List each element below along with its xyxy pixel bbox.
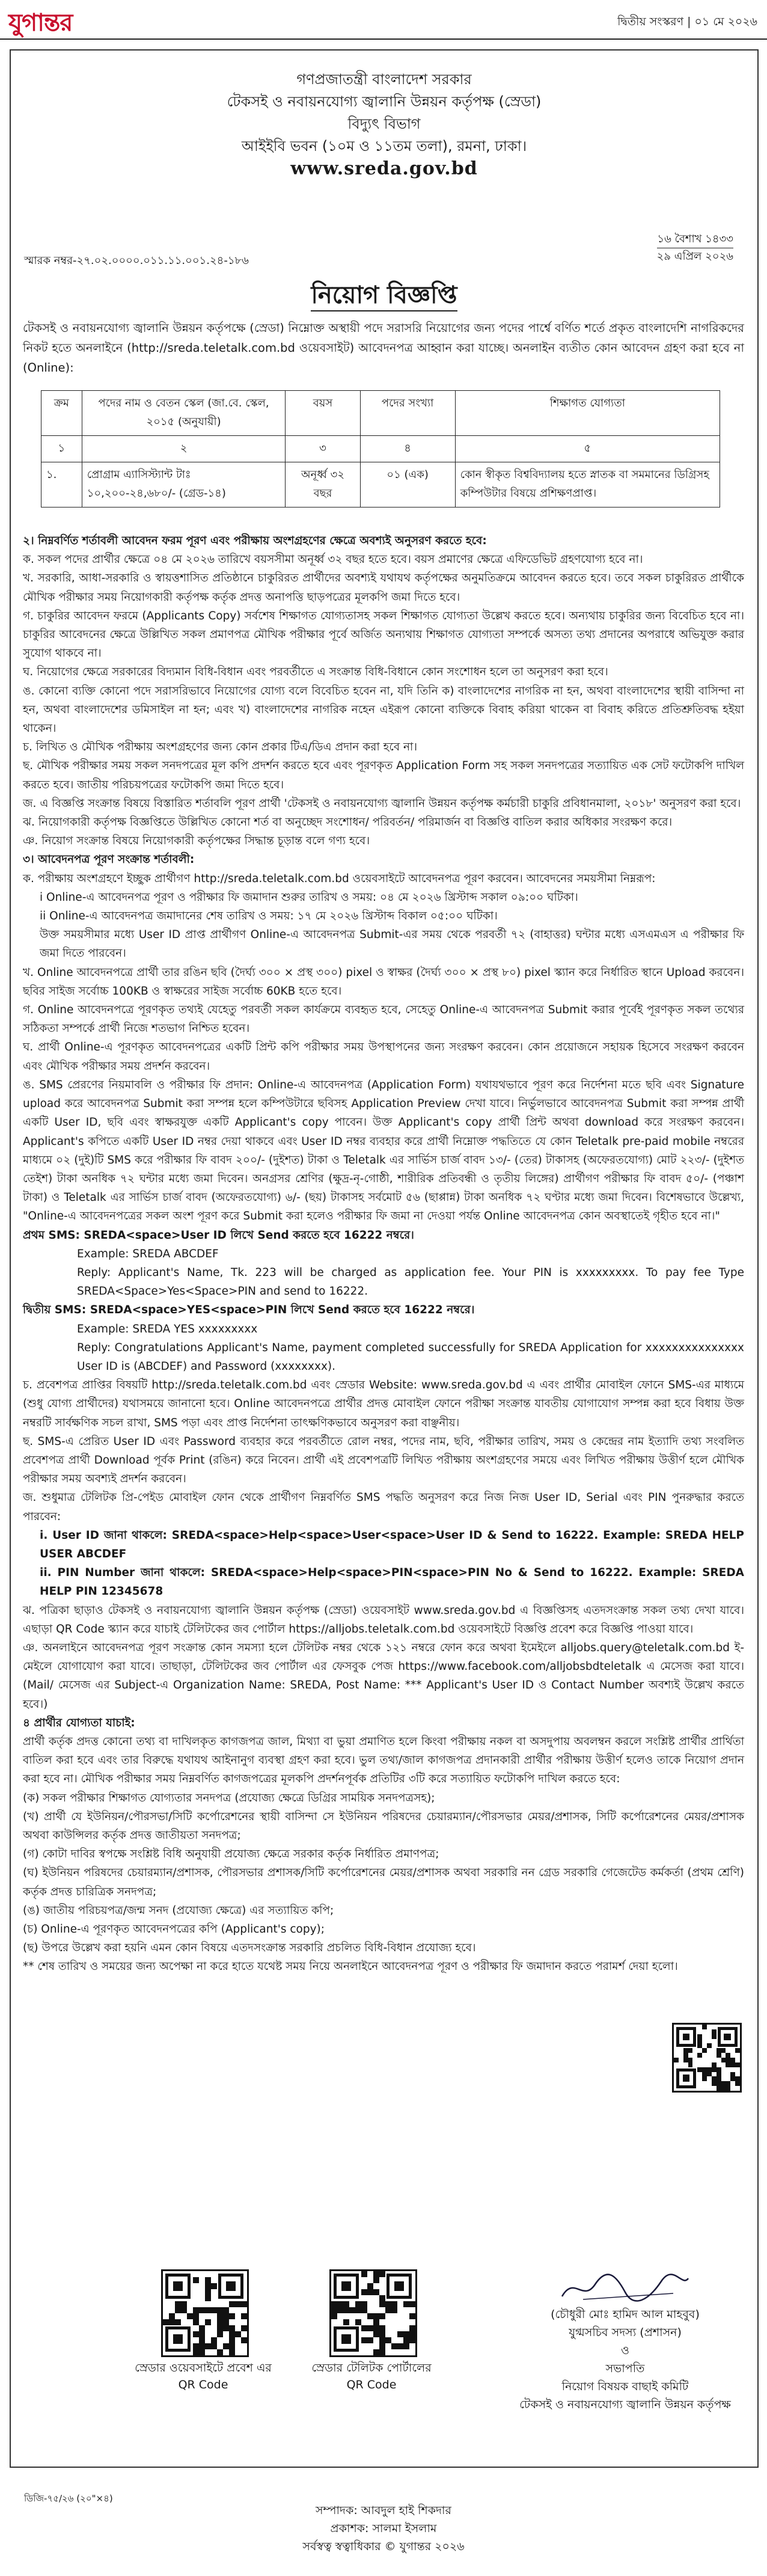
- qr-module: [726, 2081, 730, 2086]
- notice-intro: টেকসই ও নবায়নযোগ্য জ্বালানি উন্নয়ন কর্তৃপক্ষে (স্রেডা) নিম্নোক্ত অস্থায়ী পদে সরাসরি নিয়োগের জন্য পদের পার্শ্বে বর্ণিত শর্তে প্রকৃত বাংলাদেশি নাগরিকদের নিকট হতে অনলাইনে (http://sreda.teletalk.com.bd ওয়েবসাইট) আবেদনপত্র আহ্বান করা যাচ্ছে। অনলাইন ব্যতীত কোন আবেদন গ্রহণ করা হবে না (Online):: [23, 321, 744, 375]
- qr-module: [199, 2337, 205, 2343]
- qr-module: [211, 2337, 217, 2343]
- qr-module: [241, 2313, 247, 2319]
- body-paragraph: ছ. SMS-এ প্রেরিত User ID এবং Password ব্যবহার করে পরবর্তীতে রোল নম্বর, পদের নাম, ছবি, পরীক্ষার তারিখ, সময় ও কেন্দ্রের নাম ইত্যাদি তথ্য সংবলিত প্রবেশপত্র প্রার্থী Download পূর্বক Print (রঙিন) করে নিবেন। প্রার্থী এই প্রবেশপত্রটি লিখিত পরীক্ষায় অংশগ্রহণের সময়ে এবং লিখিত পরীক্ষায় উত্তীর্ণ হলে মৌখিক পরীক্ষার সময় অবশ্যই প্রদর্শন করবেন।: [23, 1435, 744, 1486]
- table-header: শিক্ষাগত যোগ্যতা: [455, 391, 720, 436]
- qr-finder-pattern: [334, 2274, 359, 2299]
- qr-module: [367, 2289, 373, 2295]
- qr-module: [361, 2271, 367, 2277]
- qr-module: [349, 2307, 355, 2313]
- qr-module: [688, 2058, 693, 2062]
- table-header: বয়স: [286, 391, 360, 436]
- qr-module: [726, 2086, 730, 2091]
- body-paragraph: (চ) Online-এ পূরণকৃত আবেদনপত্রের কপি (Applicant's copy);: [23, 1923, 325, 1936]
- qr-label-text: স্রেডার টেলিটক পোর্টালের: [311, 2361, 432, 2375]
- qr-module: [379, 2313, 385, 2319]
- qr-module: [361, 2289, 367, 2295]
- body-paragraph: ঝ. নিয়োগকারী কর্তৃপক্ষ বিজ্ঞপ্তিতে উল্লিখিত কোনো শর্ত বা অনুচ্ছেদ সংশোধন/ পরিবর্তন/ পরিমার্জন বা বিজ্ঞপ্তি বাতিল করার অধিকার সংরক্ষণ করে।: [23, 816, 673, 829]
- signature-image: [517, 2269, 733, 2305]
- qr-module: [721, 2086, 726, 2091]
- qr-module: [385, 2337, 391, 2343]
- qr-module: [355, 2319, 361, 2325]
- qr-module: [697, 2053, 702, 2058]
- qr-finder-pattern: [165, 2274, 191, 2299]
- table-cell: ২: [82, 436, 286, 462]
- qr-module: [726, 2062, 730, 2067]
- qr-finder-pattern: [218, 2274, 243, 2299]
- qr-module: [373, 2349, 379, 2355]
- qr-module: [199, 2331, 205, 2337]
- qr-module: [712, 2081, 717, 2086]
- qr-module: [235, 2301, 241, 2307]
- body-paragraph: ক. পরীক্ষায় অংশগ্রহণে ইচ্ছুক প্রার্থীগণ http://sreda.teletalk.com.bd ওয়েবসাইটে আবেদনপত্র পূরণ করবেন। আবেদনের সময়সীমা নিম্নরূপ:: [23, 872, 656, 885]
- qr-module: [379, 2325, 385, 2331]
- committee-role: সভাপতি: [605, 2362, 645, 2375]
- qr-module: [409, 2301, 415, 2307]
- qr-module: [730, 2058, 735, 2062]
- qr-module: [697, 2034, 702, 2039]
- dfp-code: ডিজি-৭৫/২৬ (২০"×৪): [24, 2493, 113, 2504]
- qr-module: [343, 2307, 349, 2313]
- body-paragraph: Reply: Congratulations Applicant's Name, payment completed successfully for SREDA Application for xxxxxxxxxxxxxxx User ID is (ABCDEF) and Password (xxxxxxxx).: [77, 1341, 744, 1373]
- qr-module: [721, 2048, 726, 2053]
- qr-module: [199, 2325, 205, 2331]
- issue-date: [657, 231, 733, 265]
- body-paragraph: প্রথম SMS: SREDA<space>User ID লিখে Send করতে হবে 16222 নম্বরে।: [23, 1228, 414, 1242]
- qr-module: [735, 2048, 740, 2053]
- body-paragraph: জ. শুধুমাত্র টেলিটক প্রি-পেইড মোবাইল ফোন থেকে প্রার্থীগণ নিম্নবর্ণিত SMS পদ্ধতি অনুসরণ করে নিজ নিজ User ID, Serial এবং PIN পুনরুদ্ধার করতে পারবেন:: [23, 1491, 744, 1523]
- qr-module: [241, 2325, 247, 2331]
- qr-module: [683, 2053, 688, 2058]
- body-paragraph: Example: SREDA YES xxxxxxxxx: [77, 1322, 258, 1336]
- qr-module: [712, 2062, 717, 2067]
- qr-module: [217, 2313, 223, 2319]
- qr-module: [403, 2331, 409, 2337]
- qr-label-code: QR Code: [178, 2378, 228, 2391]
- qr-module: [211, 2343, 217, 2349]
- qr-module: [205, 2343, 211, 2349]
- qr-module: [707, 2067, 712, 2072]
- qr-module: [367, 2283, 373, 2289]
- qr-module: [217, 2307, 223, 2313]
- qr-module: [193, 2331, 199, 2337]
- table-cell: ৩: [286, 436, 360, 462]
- memo-number: স্মারক নম্বর-২৭.০২.০০০০.০১১.১১.০০১.২৪-১৮৬: [24, 254, 249, 267]
- newspaper-logo: যুগান্তর: [8, 8, 73, 37]
- qr-module: [373, 2271, 379, 2277]
- body-paragraph: জ. এ বিজ্ঞপ্তি সংক্রান্ত বিষয়ে বিস্তারিত শর্তাবলি পূরণ প্রার্থী 'টেকসই ও নবায়নযোগ্য জ্বালানি উন্নয়ন কর্তৃপক্ষ কর্মচারী চাকুরি প্রবিধানমালা, ২০১৮' অনুসরণ করা হবে।: [23, 797, 741, 810]
- qr-module: [379, 2349, 385, 2355]
- qr-module: [241, 2301, 247, 2307]
- notice-body: [23, 532, 744, 1976]
- qr-module: [409, 2337, 415, 2343]
- body-paragraph: i. User ID জানা থাকলে: SREDA<space>Help<space>User<space>User ID & Send to 16222. Example: SREDA HELP USER ABCDEF: [40, 1529, 744, 1560]
- qr-module: [181, 2301, 187, 2307]
- body-paragraph: খ. সরকারি, আধা-সরকারি ও স্বায়ত্তশাসিত প্রতিষ্ঠানে চাকুরিরত প্রার্থীদের অবশ্যই যথাযথ কর্তৃপক্ষের অনুমতিক্রমে আবেদন করতে হবে। তবে সকল চাকুরিরত প্রার্থীকে মৌখিক পরীক্ষার সময় নিয়োগকারী কর্তৃপক্ষ কর্তৃক প্রদত্ত অনাপত্তি ছাড়পত্রের মূলকপি জমা দিতে হবে।: [23, 572, 744, 604]
- qr-module: [379, 2337, 385, 2343]
- qr-module: [688, 2062, 693, 2067]
- qr-module: [361, 2301, 367, 2307]
- qr-module: [241, 2337, 247, 2343]
- table-cell: অনূর্ধ্ব ৩২ বছর: [286, 462, 360, 508]
- qr-finder-pattern: [718, 2027, 738, 2047]
- header-line-2: টেকসই ও নবায়নযোগ্য জ্বালানি উন্নয়ন কর্তৃপক্ষ (স্রেডা): [227, 93, 542, 110]
- qr-module: [712, 2029, 717, 2034]
- table-cell: ৫: [455, 436, 720, 462]
- qr-module: [735, 2081, 740, 2086]
- table-number-row: [41, 436, 720, 462]
- table-cell: ১: [41, 436, 82, 462]
- qr-module: [175, 2319, 181, 2325]
- body-paragraph: খ. Online আবেদনপত্রে প্রার্থী তার রঙিন ছবি (দৈর্ঘ্য ৩০০ × প্রস্থ ৩০০) pixel ও স্বাক্ষর (দৈর্ঘ্য ৩০০ × প্রস্থ ৮০) pixel স্ক্যান করে নির্ধারিত স্থানে Upload করবেন। ছবির সাইজ সর্বোচ্চ 100KB ও স্বাক্ষরের সাইজ সর্বোচ্চ 60KB হতে হবে।: [23, 966, 744, 998]
- body-paragraph: ঙ. কোনো ব্যক্তি কোনো পদে সরাসরিভাবে নিয়োগের যোগ্য বলে বিবেচিত হবেন না, যদি তিনি ক) বাংলাদেশের নাগরিক না হন, অথবা বাংলাদেশের স্থায়ী বাসিন্দা না হন, অথবা বাংলাদেশের ডমিসাইল না হন; এবং খ) বাংলাদেশের নাগরিক নহেন এইরূপ কোনো ব্যক্তিকে বিবাহ করিয়া থাকেন বা বিবাহ করিতে প্রতিশ্রুতিবদ্ধ হইয়া থাকেন।: [23, 684, 744, 735]
- qr-module: [717, 2067, 721, 2072]
- notice-title: [11, 276, 757, 316]
- qr-module: [379, 2301, 385, 2307]
- qr-module: [193, 2277, 199, 2283]
- header-line-1: গণপ্রজাতন্ত্রী বাংলাদেশ সরকার: [296, 71, 472, 88]
- qr-module: [379, 2331, 385, 2337]
- qr-module: [331, 2307, 337, 2313]
- body-paragraph: ঞ. অনলাইনে আবেদনপত্র পূরণ সংক্রান্ত কোন সমস্যা হলে টেলিটক নম্বর থেকে ১২১ নম্বরে ফোন করে অথবা ইমেইলে alljobs.query@teletalk.com.bd ই-মেইলে যোগাযোগ করা যাবে। তাছাড়া, টেলিটকের জব পোর্টাল এর ফেসবুক পেজ https://www.facebook.com/alljobsbdteletalk এ মেসেজ করা যাবে। (Mail/ মেসেজ এর Subject-এ Organization Name: SREDA, Post Name: *** Applicant's User ID ও Contact Number অবশ্যই উল্লেখ করতে হবে।): [23, 1641, 744, 1711]
- qr-module: [409, 2313, 415, 2319]
- qr-module: [391, 2307, 397, 2313]
- body-paragraph: ঘ. প্রার্থী Online-এ পূরণকৃত আবেদনপত্রের একটি প্রিন্ট কপি পরীক্ষার সময় উপস্থাপনের জন্য সংরক্ষণ করবেন। কোন প্রয়োজনে সহায়ক হিসেবে সংরক্ষণ করবেন এবং মৌখিক পরীক্ষার সময় প্রদর্শন করবেন।: [23, 1041, 744, 1073]
- body-paragraph: ক. সকল পদের প্রার্থীর ক্ষেত্রে ০৪ মে ২০২৬ তারিখে বয়সসীমা অনূর্ধ্ব ৩২ বছর হতে হবে। বয়স প্রমাণের ক্ষেত্রে এফিডেভিট গ্রহণযোগ্য হবে না।: [23, 553, 643, 566]
- signatory-designation: যুগ্মসচিব সদস্য (প্রশাসন): [569, 2326, 682, 2339]
- newspaper-footer: [0, 2501, 767, 2556]
- notice-title-text: নিয়োগ বিজ্ঞপ্তি: [311, 281, 457, 311]
- table-cell: ১.: [41, 462, 82, 508]
- job-advertisement: [10, 49, 759, 2504]
- qr-module: [697, 2067, 702, 2072]
- qr-module: [688, 2048, 693, 2053]
- footer-editor: সম্পাদক: আবদুল হাই শিকদার: [315, 2504, 452, 2517]
- qr-module: [205, 2277, 211, 2283]
- qr-label-teletalk: [299, 2360, 444, 2393]
- qr-module: [717, 2053, 721, 2058]
- header-website[interactable]: www.sreda.gov.bd: [290, 158, 478, 179]
- qr-module: [211, 2307, 217, 2313]
- table-cell: ০১ (এক): [360, 462, 455, 508]
- qr-module: [175, 2307, 181, 2313]
- qr-module: [355, 2307, 361, 2313]
- qr-module: [229, 2325, 235, 2331]
- qr-module: [403, 2343, 409, 2349]
- qr-code-website[interactable]: [161, 2269, 249, 2357]
- table-cell: ৪: [360, 436, 455, 462]
- body-paragraph: i Online-এ আবেদনপত্র পূরণ ও পরীক্ষার ফি জমাদান শুরুর তারিখ ও সময়: ০৪ মে ২০২৬ খ্রিস্টাব্দ সকাল ০৯:০০ ঘটিকা।: [40, 891, 578, 904]
- qr-module: [217, 2331, 223, 2337]
- qr-module: [674, 2058, 679, 2062]
- qr-module: [199, 2343, 205, 2349]
- body-paragraph: চ. লিখিত ও মৌখিক পরীক্ষায় অংশগ্রহণের জন্য কোন প্রকার টিএ/ডিএ প্রদান করা হবে না।: [23, 741, 418, 754]
- qr-module: [361, 2325, 367, 2331]
- qr-module: [187, 2313, 193, 2319]
- date-bangla: ১৬ বৈশাখ ১৪৩৩: [657, 233, 733, 245]
- qr-module: [409, 2325, 415, 2331]
- qr-module: [331, 2301, 337, 2307]
- qr-module: [403, 2337, 409, 2343]
- qr-label-website: [131, 2360, 275, 2393]
- qr-module: [403, 2301, 409, 2307]
- qr-module: [735, 2076, 740, 2081]
- qr-module: [211, 2283, 217, 2289]
- qr-module: [697, 2043, 702, 2048]
- body-paragraph: ii. PIN Number জানা থাকলে: SREDA<space>Help<space>PIN<space>PIN No & Send to 16222. Example: SREDA HELP PIN 12345678: [40, 1566, 744, 1598]
- qr-module: [712, 2076, 717, 2081]
- qr-module: [193, 2319, 199, 2325]
- body-paragraph: ৩। আবেদনপত্র পূরণ সংক্রান্ত শর্তাবলী:: [23, 853, 195, 866]
- qr-module: [373, 2289, 379, 2295]
- qr-module: [717, 2076, 721, 2081]
- qr-module: [373, 2319, 379, 2325]
- signatory-block: [517, 2269, 733, 2414]
- table-header: ক্রম: [41, 391, 82, 436]
- body-paragraph: প্রার্থী কর্তৃক প্রদত্ত কোনো তথ্য বা দাখিলকৃত কাগজপত্র জাল, মিথ্যা বা ভুয়া প্রমাণিত হলে কিংবা পরীক্ষায় নকল বা অসদুপায় অবলম্বন করলে সংশ্লিষ্ট প্রার্থীর প্রার্থিতা বাতিল করা হবে এবং তার বিরুদ্ধে যথাযথ আইনানুগ ব্যবস্থা গ্রহণ করা হবে। ভুল তথ্য/জাল কাগজপত্র প্রদানকারী প্রার্থীর পরীক্ষায় উত্তীর্ণ হলেও তাকে নিয়োগ প্রদান করা হবে না। মৌখিক পরীক্ষার সময় নিম্নবর্ণিত কাগজপত্রের মূলকপি প্রদর্শনপূর্বক প্রতিটির ৩টি করে সত্যায়িত ফটোকপি দাখিল করতে হবে:: [23, 1735, 744, 1786]
- qr-finder-pattern: [165, 2326, 191, 2352]
- qr-module: [229, 2301, 235, 2307]
- qr-module: [223, 2307, 229, 2313]
- qr-module: [702, 2067, 707, 2072]
- body-paragraph: ২। নিম্নবর্ণিত শর্তাবলী আবেদন ফরম পূরণ এবং পরীক্ষায় অংশগ্রহণের ক্ষেত্রে অবশ্যই অনুসরণ করতে হবে:: [23, 535, 487, 547]
- qr-module: [169, 2319, 175, 2325]
- body-paragraph: দ্বিতীয় SMS: SREDA<space>YES<space>PIN লিখে Send করতে হবে 16222 নম্বরে।: [23, 1304, 475, 1317]
- body-paragraph: ** শেষ তারিখ ও সময়ের জন্য অপেক্ষা না করে হাতে যথেষ্ট সময় নিয়ে অনলাইনে আবেদনপত্র পূরণ ও পরীক্ষার ফি জমাদান করতে পরামর্শ দেয়া হলো।: [23, 1960, 678, 1973]
- body-paragraph: (ঙ) জাতীয় পরিচয়পত্র/জন্ম সনদ (প্রযোজ্য ক্ষেত্রে) এর সত্যায়িত কপি;: [23, 1904, 334, 1917]
- qr-module: [391, 2343, 397, 2349]
- qr-module: [355, 2301, 361, 2307]
- body-paragraph: ঞ. নিয়োগ সংক্রান্ত বিষয়ে নিয়োগকারী কর্তৃপক্ষের সিদ্ধান্ত চূড়ান্ত বলে গণ্য হবে।: [23, 835, 370, 848]
- body-paragraph: ঙ. SMS প্রেরণের নিয়মাবলি ও পরীক্ষার ফি প্রদান: Online-এ আবেদনপত্র (Application Form) যথাযথভাবে পূরণ করে নির্দেশনা মতে ছবি এবং Signature upload করে আবেদনপত্র Submit করা সম্পন্ন হলে কম্পিউটারে ছবিসহ Application Preview দেখা যাবে। নির্ভুলভাবে আবেদনপত্র Submit করা সম্পন্ন প্রার্থী একটি User ID, ছবি এবং স্বাক্ষরযুক্ত একটি Applicant's copy পাবেন। উক্ত Applicant's copy প্রার্থী প্রিন্ট অথবা download করে সংরক্ষণ করবেন। Applicant's কপিতে একটি User ID নম্বর দেয়া থাকবে এবং User ID নম্বর ব্যবহার করে প্রার্থী নিম্নোক্ত পদ্ধতিতে যে কোন Teletalk pre-paid mobile নম্বরের মাধ্যমে ০২ (দুই)টি SMS করে পরীক্ষার ফি বাবদ ২০০/- (দুইশত) টাকা ও Teletalk এর সার্ভিস চার্জ বাবদ ১৩/- (তের) টাকাসহ (অফেরতযোগ্য) মোট ২২৩/- (দুইশত তেইশ) টাকা অনধিক ৭২ ঘন্টার মধ্যে জমা দিবেন। অনগ্রসর শ্রেণির (ক্ষুদ্র-নৃ-গোষ্ঠী, শারীরিক প্রতিবন্ধী ও তৃতীয় লিঙ্গের) প্রার্থীগণ পরীক্ষার ফি বাবদ ৫০/- (পঞ্চাশ টাকা) ও Teletalk এর সার্ভিস চার্জ বাবদ (অফেরতযোগ্য) ৬/- (ছয়) টাকাসহ সর্বমোট ৫৬ (ছাপ্পান্ন) টাকা অনধিক ৭২ ঘণ্টার মধ্যে জমা দিবেন। বিশেষভাবে উল্লেখ্য, "Online-এ আবেদনপত্রের সকল অংশ পূরণ করে Submit করা হলেও পরীক্ষার ফি জমা না দেওয়া পর্যন্ত Online আবেদনপত্র কোন অবস্থাতেই গৃহীত হবে না।": [23, 1078, 744, 1223]
- qr-module: [361, 2307, 367, 2313]
- qr-module: [702, 2048, 707, 2053]
- qr-module: [229, 2331, 235, 2337]
- qr-module: [343, 2301, 349, 2307]
- qr-module: [205, 2289, 211, 2295]
- qr-module: [181, 2307, 187, 2313]
- qr-module: [205, 2295, 211, 2301]
- body-paragraph: গ. চাকুরির আবেদন ফরমে (Applicants Copy) সর্বশেষ শিক্ষাগত যোগ্যতাসহ সকল শিক্ষাগত যোগ্যতা উল্লেখ করতে হবে। অন্যথায় চাকুরির জন্য বিবেচিত হবে না। চাকুরির আবেদনের ক্ষেত্রে উল্লিখিত সকল প্রমাণপত্র মৌখিক পরীক্ষার পূর্বে অর্জিত অন্যথায় শিক্ষাগত যোগ্যতা সম্পর্কে অসত্য তথ্য প্রদানের অপরাধে অভিযুক্ত করার সুযোগ থাকবে না।: [23, 609, 744, 660]
- qr-module: [235, 2331, 241, 2337]
- qr-module: [229, 2343, 235, 2349]
- body-paragraph: ii Online-এ আবেদনপত্র জমাদানের শেষ তারিখ ও সময়: ১৭ মে ২০২৬ খ্রিস্টাব্দ বিকাল ০৫:০০ ঘটিকা।: [40, 910, 498, 923]
- qr-module: [199, 2307, 205, 2313]
- qr-code-inline[interactable]: [672, 2023, 742, 2093]
- qr-module: [223, 2319, 229, 2325]
- qr-module: [735, 2062, 740, 2067]
- qr-module: [697, 2039, 702, 2044]
- qr-module: [373, 2325, 379, 2331]
- qr-module: [193, 2349, 199, 2355]
- qr-module: [343, 2319, 349, 2325]
- qr-module: [373, 2277, 379, 2283]
- qr-module: [337, 2307, 343, 2313]
- committee-name: নিয়োগ বিষয়ক বাছাই কমিটি: [561, 2380, 689, 2393]
- qr-module: [367, 2325, 373, 2331]
- qr-module: [721, 2058, 726, 2062]
- qr-module: [229, 2337, 235, 2343]
- qr-module: [373, 2331, 379, 2337]
- government-header: [11, 69, 757, 180]
- qr-module: [217, 2319, 223, 2325]
- qr-module: [726, 2058, 730, 2062]
- qr-code-teletalk-portal[interactable]: [329, 2269, 417, 2357]
- body-paragraph: (ক) সকল পরীক্ষার শিক্ষাগত যোগ্যতার সনদপত্র (প্রযোজ্য ক্ষেত্রে ডিগ্রির সাময়িক সনদপত্রসহ);: [23, 1791, 435, 1805]
- qr-module: [683, 2048, 688, 2053]
- committee-org: টেকসই ও নবায়নযোগ্য জ্বালানি উন্নয়ন কর্তৃপক্ষ: [519, 2398, 731, 2411]
- qr-finder-pattern: [676, 2068, 696, 2088]
- table-cell: কোন স্বীকৃত বিশ্ববিদ্যালয় হতে স্নাতক বা সমমানের ডিগ্রিসহ কম্পিউটার বিষয়ে প্রশিক্ষণপ্রাপ্ত।: [455, 462, 720, 508]
- qr-module: [229, 2313, 235, 2319]
- footer-publisher: প্রকাশক: সালমা ইসলাম: [330, 2522, 437, 2535]
- body-paragraph: (ছ) উপরে উল্লেখ করা হয়নি এমন কোন বিষয়ে এতদসংক্রান্ত সরকারি প্রচলিত বিধি-বিধান প্রযোজ্য হবে।: [23, 1942, 476, 1955]
- qr-module: [730, 2072, 735, 2077]
- qr-module: [707, 2072, 712, 2077]
- table-row: [41, 462, 720, 508]
- qr-module: [193, 2343, 199, 2349]
- qr-module: [193, 2313, 199, 2319]
- qr-module: [223, 2343, 229, 2349]
- qr-module: [169, 2313, 175, 2319]
- body-paragraph: (খ) প্রার্থী যে ইউনিয়ন/পৌরসভা/সিটি কর্পোরেশনের স্থায়ী বাসিন্দা সে ইউনিয়ন পরিষদের চেয়ারম্যান/পৌরসভার মেয়র/প্রশাসক, সিটি কর্পোরেশনের মেয়র/প্রশাসক অথবা কাউন্সিলর কর্তৃক প্রদত্ত জাতীয়তা সনদপত্র;: [23, 1810, 744, 1842]
- qr-finder-pattern: [676, 2027, 696, 2047]
- header-line-3: বিদ্যুৎ বিভাগ: [347, 115, 421, 132]
- signatory-name: (চৌধুরী মোঃ হামিদ আল মাহবুব): [551, 2308, 700, 2321]
- qr-module: [730, 2076, 735, 2081]
- qr-label-code: QR Code: [346, 2378, 397, 2391]
- qr-module: [391, 2301, 397, 2307]
- table-header-row: [41, 391, 720, 436]
- qr-module: [205, 2283, 211, 2289]
- qr-module: [717, 2072, 721, 2077]
- qr-module: [397, 2343, 403, 2349]
- body-paragraph: (গ) কোটা দাবির স্বপক্ষে সংশ্লিষ্ট বিধি অনুযায়ী প্রযোজ্য ক্ষেত্রে সরকার কর্তৃক নির্ধারিত প্রমাণপত্র;: [23, 1848, 439, 1861]
- qr-module: [205, 2319, 211, 2325]
- table-header: পদের নাম ও বেতন স্কেল (জা.বে. স্কেল, ২০১৫ (অনুযায়ী): [82, 391, 286, 436]
- qr-finder-pattern: [387, 2274, 412, 2299]
- qr-module: [223, 2325, 229, 2331]
- body-paragraph: ৪ প্রার্থীর যোগ্যতা যাচাই:: [23, 1716, 135, 1729]
- qr-module: [379, 2271, 385, 2277]
- qr-module: [367, 2313, 373, 2319]
- body-paragraph: উক্ত সময়সীমার মধ্যে User ID প্রাপ্ত প্রার্থীগণ Online-এ আবেদনপত্র Submit-এর সময় থেকে পরবর্তী ৭২ (বাহাত্তর) ঘন্টার মধ্যে এসএমএস এ পরীক্ষার ফি জমা দিতে পারবেন।: [40, 928, 744, 960]
- edition-date: দ্বিতীয় সংস্করণ | ০১ মে ২০২৬: [617, 15, 757, 28]
- qr-module: [229, 2349, 235, 2355]
- qr-module: [217, 2325, 223, 2331]
- body-paragraph: ঝ. পত্রিকা ছাড়াও টেকসই ও নবায়নযোগ্য জ্বালানি উন্নয়ন কর্তৃপক্ষ (স্রেডা) ওয়েবসাইট www.sreda.gov.bd এ বিজ্ঞপ্তিসহ এতদসংক্রান্ত সকল তথ্য দেখা যাবে। এছাড়া QR Code স্ক্যান করে যাচাই টেলিটকের জব পোর্টাল https://alljobs.teletalk.com.bd ওয়েবসাইটে বিজ্ঞপ্তি প্রবেশ করে বিজ্ঞপ্তি পাওয়া যাবে।: [23, 1604, 744, 1636]
- qr-module: [163, 2319, 169, 2325]
- qr-module: [331, 2313, 337, 2319]
- qr-module: [702, 2025, 707, 2029]
- qr-module: [385, 2307, 391, 2313]
- qr-module: [373, 2313, 379, 2319]
- qr-finder-pattern: [334, 2326, 359, 2352]
- qr-module: [717, 2081, 721, 2086]
- qr-module: [409, 2331, 415, 2337]
- qr-module: [337, 2301, 343, 2307]
- qr-module: [726, 2053, 730, 2058]
- qr-module: [223, 2313, 229, 2319]
- table-cell: প্রোগ্রাম এ্যাসিস্ট্যান্ট টাঃ ১০,২০০-২৪,৬৮০/- (গ্রেড-১৪): [82, 462, 286, 508]
- qr-module: [721, 2081, 726, 2086]
- date-english: ২৯ এপ্রিল ২০২৬: [657, 248, 733, 265]
- qr-module: [712, 2034, 717, 2039]
- qr-module: [205, 2307, 211, 2313]
- qr-module: [707, 2043, 712, 2048]
- qr-module: [367, 2337, 373, 2343]
- body-paragraph: গ. Online আবেদনপত্রে পূরণকৃত তথ্যই যেহেতু পরবর্তী সকল কার্যক্রমে ব্যবহৃত হবে, সেহেতু Online-এ আবেদনপত্র Submit করার পূর্বেই পূরণকৃত সকল তথ্যের সঠিকতা সম্পর্কে প্রার্থী নিজে শতভাগ নিশ্চিত হবেন।: [23, 1004, 744, 1035]
- body-paragraph: ছ. মৌখিক পরীক্ষার সময় সকল সনদপত্রের মূল কপি প্রদর্শন করতে হবে এবং পূরণকৃত Application Form সহ সকল সনদপত্রের সত্যায়িত এক সেট ফটোকপি দাখিল করতে হবে। জাতীয় পরিচয়পত্রের ফটোকপি জমা দিতে হবে।: [23, 759, 744, 791]
- qr-module: [702, 2076, 707, 2081]
- qr-module: [385, 2301, 391, 2307]
- qr-module: [175, 2301, 181, 2307]
- footer-copyright: সর্বস্বত্ব স্বত্বাধিকার © যুগান্তর ২০২৬: [302, 2540, 465, 2553]
- qr-module: [379, 2343, 385, 2349]
- posts-table: [41, 390, 720, 508]
- body-paragraph: ঘ. নিয়োগের ক্ষেত্রে সরকারের বিদ্যমান বিধি-বিধান এবং পরবর্তীতে এ সংক্রান্ত বিধি-বিধানে কোন সংশোধন হলে তা অনুসরণ করা হবে।: [23, 666, 608, 679]
- body-paragraph: Example: SREDA ABCDEF: [77, 1247, 219, 1260]
- body-paragraph: Reply: Applicant's Name, Tk. 223 will be charged as application fee. Your PIN is xxxxxxxxx. To pay fee Type SREDA<Space>Yes<Space>PIN and send to 16222.: [77, 1266, 744, 1298]
- qr-module: [199, 2349, 205, 2355]
- qr-module: [683, 2058, 688, 2062]
- qr-module: [712, 2067, 717, 2072]
- qr-module: [717, 2048, 721, 2053]
- table-header: পদের সংখ্যা: [360, 391, 455, 436]
- qr-module: [730, 2062, 735, 2067]
- qr-module: [193, 2307, 199, 2313]
- body-paragraph: চ. প্রবেশপত্র প্রাপ্তির বিষয়টি http://sreda.teletalk.com.bd এবং স্রেডার Website: www.sreda.gov.bd এ এবং প্রার্থীর মোবাইল ফোনে SMS-এর মাধ্যমে (শুধু যোগ্য প্রার্থীদের) যথাসময়ে জানানো হবে। Online আবেদনপত্রে প্রার্থীর প্রদত্ত মোবাইল ফোনে পরীক্ষা সংক্রান্ত যাবতীয় যোগাযোগ সম্পন্ন করা হবে বিধায় উক্ত নম্বরটি সার্বক্ষণিক সচল রাখা, SMS পড়া এবং প্রাপ্ত নির্দেশনা তাৎক্ষণিকভাবে অনুসরণ করা বাঞ্ছনীয়।: [23, 1379, 744, 1429]
- qr-module: [397, 2331, 403, 2337]
- qr-module: [717, 2086, 721, 2091]
- body-paragraph: (ঘ) ইউনিয়ন পরিষদের চেয়ারম্যান/প্রশাসক, পৌরসভার প্রশাসক/সিটি কর্পোরেশনের মেয়র/প্রশাসক অথবা সরকারি নন গ্রেড সরকারি গেজেটেড কর্মকর্তা (প্রথম শ্রেণি) কর্তৃক প্রদত্ত চারিত্রিক সনদপত্র;: [23, 1866, 744, 1898]
- qr-module: [217, 2349, 223, 2355]
- qr-label-text: স্রেডার ওয়েবসাইটে প্রবেশ এর: [135, 2361, 272, 2375]
- qr-module: [702, 2072, 707, 2077]
- qr-module: [379, 2295, 385, 2301]
- signatory-and: ও: [621, 2344, 629, 2357]
- qr-module: [361, 2337, 367, 2343]
- header-line-4: আইইবি ভবন (১০ম ও ১১তম তলা), রমনা, ঢাকা।: [241, 138, 527, 155]
- newspaper-masthead: [0, 0, 767, 40]
